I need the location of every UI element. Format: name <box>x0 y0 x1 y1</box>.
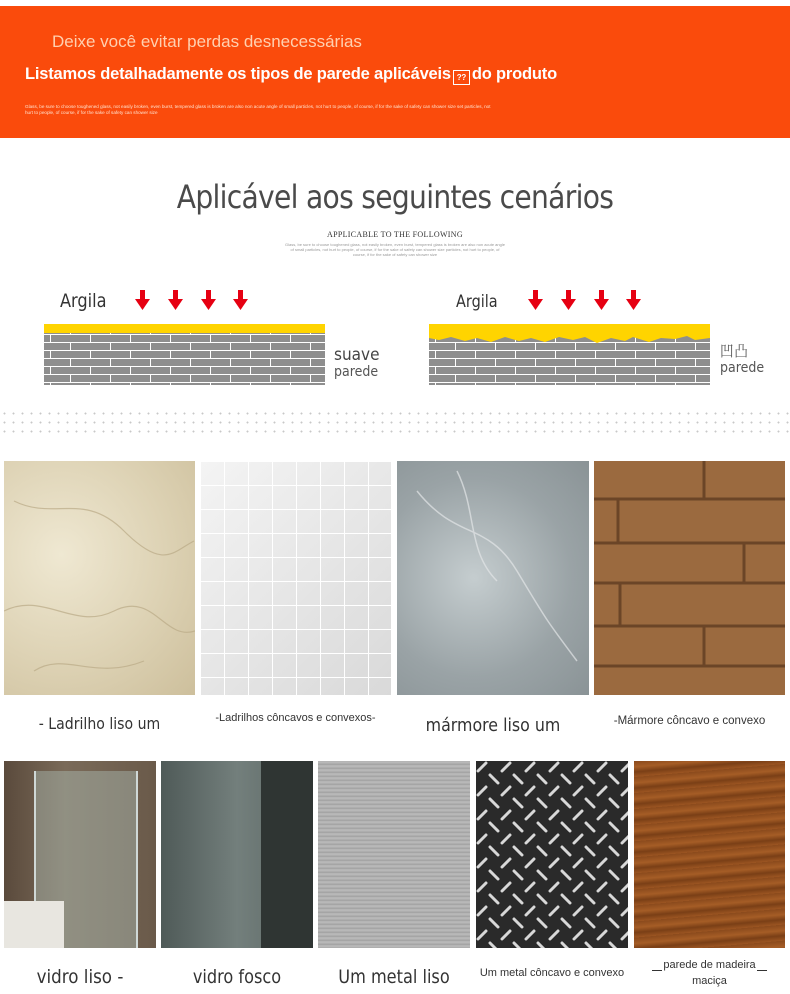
wall-label-wall: parede <box>720 360 765 376</box>
dotted-divider <box>0 412 790 415</box>
left-clay-label: Argila <box>60 290 107 312</box>
arrow-down-icon <box>528 290 641 310</box>
uneven-tile-image <box>200 461 391 695</box>
arrow-down-icon <box>135 290 248 310</box>
right-clay-label: Argila <box>456 292 498 312</box>
caption-solid-wood-line1: parede de madeira <box>663 959 756 971</box>
caption-dash-right <box>757 970 767 971</box>
caption-dash-left <box>652 970 662 971</box>
banner-subheadline-text: Listamos detalhadamente os tipos de parede aplicáveis <box>25 65 451 83</box>
caption-smooth-marble: mármore liso um <box>425 715 561 736</box>
smooth-marble-image <box>397 461 589 695</box>
smooth-tile-image <box>4 461 195 695</box>
right-wall-label <box>720 343 764 377</box>
caption-smooth-glass: vidro liso - <box>36 966 124 988</box>
smooth-wall-diagram <box>40 286 340 388</box>
banner-fine-print: Glass, be sure to choose toughened glass, not easily broken, even burst, tempered glass is broken are also non acute angle of small particles, not hurt to people, of course, if for the sake of safety can shower size set particles, not hurt to people, of course, if for the sake of safety can shower size <box>25 104 491 115</box>
caption-uneven-marble: -Mármore côncavo e convexo <box>613 715 766 727</box>
uneven-marble-image <box>594 461 785 695</box>
caption-smooth-metal: Um metal liso <box>338 966 450 988</box>
section-small-text: Glass, be sure to choose toughened glass, not easily broken, even burst, tempered glass is broken are also non acute angle of small particles, not hurt to people, of course, if for the sake of safety can shower size particles, not hurt to people, of course, if for the sake of safety can shower size <box>285 242 505 257</box>
unknown-glyph-box: ?? <box>453 70 470 85</box>
smooth-metal-image <box>318 761 470 948</box>
caption-solid-wood-line2: maciça <box>692 975 727 987</box>
caption-frosted-glass: vidro fosco <box>192 966 282 988</box>
uneven-glyph: 凹凸 <box>720 342 749 360</box>
wall-label-wall: parede <box>334 364 379 380</box>
banner-subheadline <box>25 65 557 85</box>
dotted-divider <box>0 421 790 424</box>
solid-wood-image <box>634 761 785 948</box>
wall-label-smooth: suave <box>334 345 380 365</box>
caption-uneven-tile: -Ladrilhos côncavos e convexos- <box>215 712 376 724</box>
frosted-glass-image <box>161 761 313 948</box>
section-subtitle: APPLICABLE TO THE FOLLOWING <box>327 230 463 239</box>
caption-smooth-tile: - Ladrilho liso um <box>38 714 161 733</box>
smooth-glass-image <box>4 761 156 948</box>
banner-subheadline-end: do produto <box>471 65 557 83</box>
banner-headline: Deixe você evitar perdas desnecessárias <box>52 32 362 51</box>
dotted-divider <box>0 430 790 433</box>
left-wall-label <box>334 347 380 381</box>
uneven-wall-diagram <box>425 286 715 388</box>
caption-uneven-metal: Um metal côncavo e convexo <box>479 967 625 979</box>
uneven-metal-image <box>476 761 628 948</box>
header-banner <box>0 6 790 138</box>
caption-solid-wood <box>634 957 785 989</box>
section-title: Aplicável aos seguintes cenários <box>176 178 614 216</box>
